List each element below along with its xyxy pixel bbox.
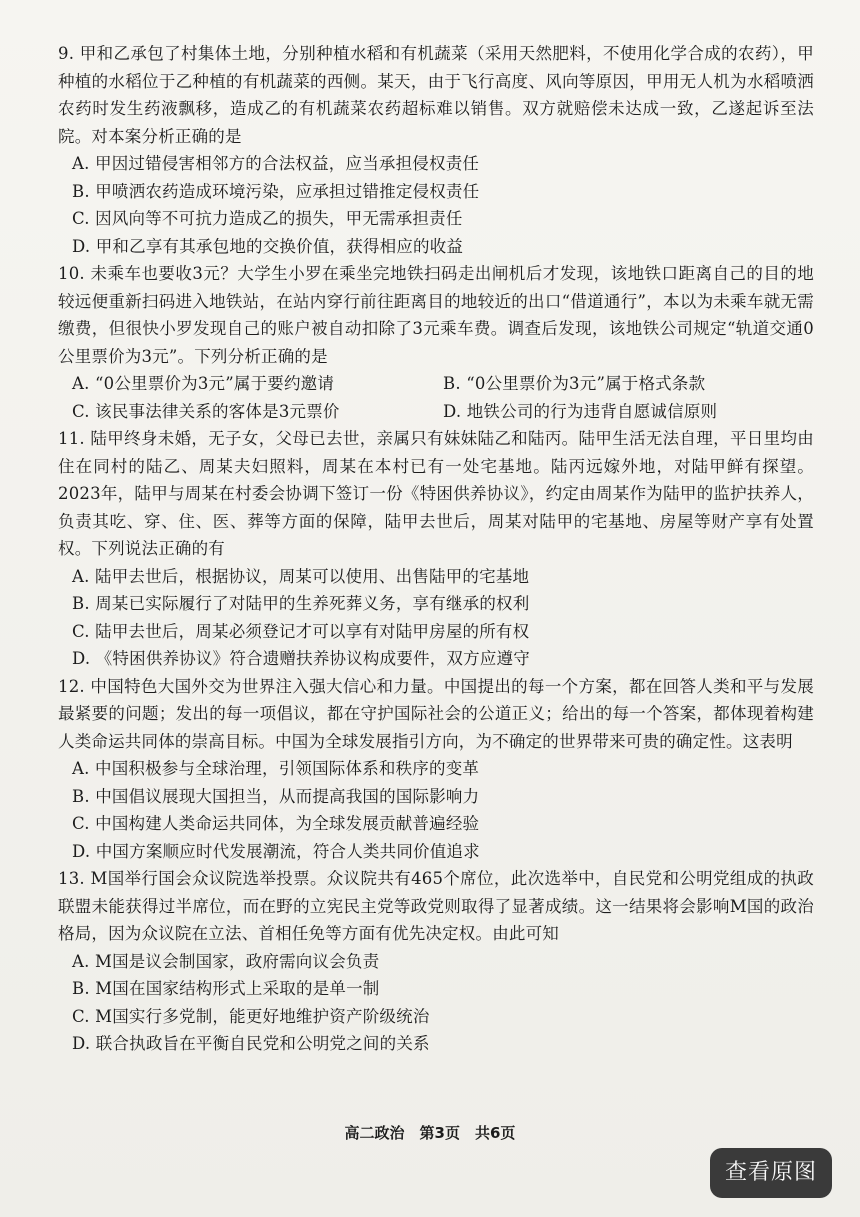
option-c: C. 因风向等不可抗力造成乙的损失，甲无需承担责任 xyxy=(72,209,463,228)
question-options xyxy=(58,755,814,865)
question-11 xyxy=(58,425,814,673)
question-stem: 11. 陆甲终身未婚，无子女，父母已去世，亲属只有妹妹陆乙和陆丙。陆甲生活无法自理，平日里均由住在同村的陆乙、周某夫妇照料，周某在本村已有一处宅基地。陆丙远嫁外地，对陆甲鲜有探望。2023年，陆甲与周某在村委会协调下签订一份《特困供养协议》，约定由周某作为陆甲的监护扶养人，负责其吃、穿、住、医、葬等方面的保障，陆甲去世后，周某对陆甲的宅基地、房屋等财产享有处置权。下列说法正确的有 xyxy=(58,429,814,558)
question-13 xyxy=(58,865,814,1058)
view-original-button[interactable]: 查看原图 xyxy=(710,1148,832,1198)
option-d: D. 中国方案顺应时代发展潮流，符合人类共同价值追求 xyxy=(72,841,480,861)
option-b: B. 甲喷洒农药造成环境污染，应承担过错推定侵权责任 xyxy=(72,181,480,201)
option-b: B. “0公里票价为3元”属于格式条款 xyxy=(443,374,706,393)
option-a: A. M国是议会制国家，政府需向议会负责 xyxy=(72,951,380,971)
option-c: C. 陆甲去世后，周某必须登记才可以享有对陆甲房屋的所有权 xyxy=(72,621,530,641)
option-b: B. 中国倡议展现大国担当，从而提高我国的国际影响力 xyxy=(72,786,480,806)
question-10 xyxy=(58,260,814,425)
option-d: D. 联合执政旨在平衡自民党和公明党之间的关系 xyxy=(72,1034,430,1053)
question-options xyxy=(58,563,814,673)
question-options xyxy=(58,370,814,425)
option-row xyxy=(58,370,814,398)
question-stem: 10. 未乘车也要收3元？大学生小罗在乘坐完地铁扫码走出闸机后才发现，该地铁口距离自己的目的地较远便重新扫码进入地铁站，在站内穿行前往距离目的地较近的出口“借道通行”，本以为未乘车就无需缴费，但很快小罗发现自己的账户被自动扣除了3元乘车费。调查后发现，该地铁公司规定“轨道交通0公里票价为3元”。下列分析正确的是 xyxy=(58,264,814,366)
option-a: A. 甲因过错侵害相邻方的合法权益，应当承担侵权责任 xyxy=(72,154,480,173)
page-footer: 高二政治 第3页 共6页 xyxy=(344,1124,516,1142)
option-a: A. 陆甲去世后，根据协议，周某可以使用、出售陆甲的宅基地 xyxy=(72,566,530,586)
option-c: C. 该民事法律关系的客体是3元票价 xyxy=(72,401,340,421)
option-d: D. 甲和乙享有其承包地的交换价值，获得相应的收益 xyxy=(72,236,464,256)
option-d: D. 地铁公司的行为违背自愿诚信原则 xyxy=(443,401,718,421)
question-12 xyxy=(58,673,814,866)
question-options xyxy=(58,150,814,260)
question-stem: 9. 甲和乙承包了村集体土地，分别种植水稻和有机蔬菜（采用天然肥料，不使用化学合成的农药），甲种植的水稻位于乙种植的有机蔬菜的西侧。某天，由于飞行高度、风向等原因，甲用无人机为水稻喷洒农药时发生药液飘移，造成乙的有机蔬菜农药超标难以销售。双方就赔偿未达成一致，乙遂起诉至法院。对本案分析正确的是 xyxy=(58,44,814,146)
option-row xyxy=(58,398,814,426)
option-a: A. 中国积极参与全球治理，引领国际体系和秩序的变革 xyxy=(72,759,480,778)
option-c: C. 中国构建人类命运共同体，为全球发展贡献普遍经验 xyxy=(72,814,480,833)
option-b: B. 周某已实际履行了对陆甲的生养死葬义务，享有继承的权利 xyxy=(72,594,530,613)
option-c: C. M国实行多党制，能更好地维护资产阶级统治 xyxy=(72,1006,430,1026)
question-9 xyxy=(58,40,814,260)
option-d: D. 《特困供养协议》符合遗赠扶养协议构成要件，双方应遵守 xyxy=(72,649,530,668)
question-stem: 12. 中国特色大国外交为世界注入强大信心和力量。中国提出的每一个方案，都在回答人类和平与发展最紧要的问题；发出的每一项倡议，都在守护国际社会的公道正义；给出的每一个答案，都体现着构建人类命运共同体的崇高目标。中国为全球发展指引方向，为不确定的世界带来可贵的确定性。这表明 xyxy=(58,676,814,751)
option-b: B. M国在国家结构形式上采取的是单一制 xyxy=(72,979,380,998)
questions-area xyxy=(58,40,814,1058)
option-a: A. “0公里票价为3元”属于要约邀请 xyxy=(72,374,335,393)
question-options xyxy=(58,948,814,1058)
question-stem: 13. M国举行国会众议院选举投票。众议院共有465个席位，此次选举中，自民党和公明党组成的执政联盟未能获得过半席位，而在野的立宪民主党等政党则取得了显著成绩。这一结果将会影响M国的政治格局，因为众议院在立法、首相任免等方面有优先决定权。由此可知 xyxy=(58,869,814,943)
